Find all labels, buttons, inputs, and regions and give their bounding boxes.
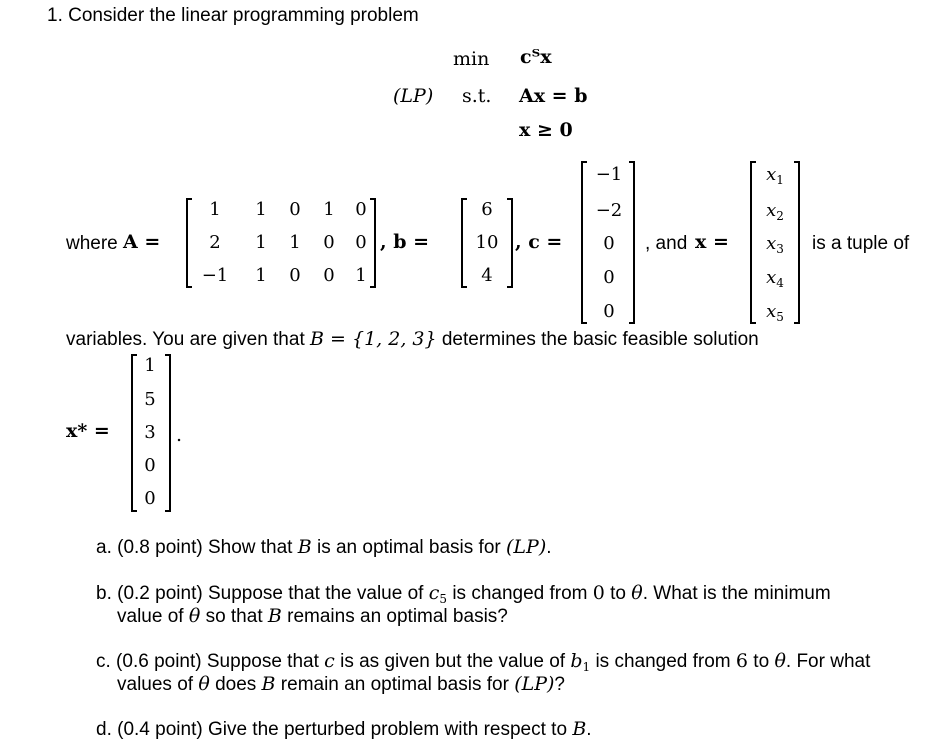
part-c-line2: values of θ does B remain an optimal basis for (LP)? — [117, 673, 565, 695]
vector-c — [581, 162, 635, 323]
A-cell: 0 — [289, 265, 301, 286]
x-label: x = — [695, 231, 729, 253]
b-label: , b = — [380, 231, 430, 253]
lp-label: (LP) — [393, 85, 434, 107]
A-cell: 1 — [255, 199, 267, 220]
where-text: where — [66, 233, 118, 254]
xstar-cell: 1 — [144, 355, 156, 376]
xstar-cell: 5 — [144, 389, 156, 410]
c-cell: −2 — [595, 200, 623, 221]
A-cell: −1 — [201, 265, 229, 286]
vector-b — [461, 199, 513, 287]
b-cell: 10 — [475, 232, 499, 253]
part-b-line2: value of θ so that B remains an optimal basis? — [117, 605, 508, 627]
xstar-cell: 0 — [144, 455, 156, 476]
variables-line: variables. You are given that B = {1, 2, 3} determines the basic feasible solution — [66, 328, 759, 350]
A-cell: 0 — [323, 265, 335, 286]
lp-constraint: Ax = b — [519, 85, 588, 107]
c-cell: 0 — [603, 233, 615, 254]
part-a: a. (0.8 point) Show that B is an optimal basis for (LP). — [96, 536, 552, 558]
part-c-line1: c. (0.6 point) Suppose that c is as given but the value of $b_1$ is changed from 6 to θ. For what — [96, 650, 871, 674]
x-cell: $x_2$ — [766, 200, 784, 223]
x-cell: $x_3$ — [766, 233, 784, 256]
b-cell: 6 — [481, 199, 493, 220]
xstar-cell: 0 — [144, 488, 156, 509]
xstar-label: x* = — [66, 420, 110, 442]
x-cell: $x_5$ — [766, 301, 784, 324]
A-cell: 1 — [255, 232, 267, 253]
part-d: d. (0.4 point) Give the perturbed problem with respect to B. — [96, 718, 592, 740]
b-cell: 4 — [481, 265, 493, 286]
A-cell: 0 — [355, 232, 367, 253]
lp-nonneg: x ≥ 0 — [519, 119, 573, 141]
c-cell: 0 — [603, 267, 615, 288]
A-cell: 1 — [355, 265, 367, 286]
c-cell: 0 — [603, 301, 615, 322]
x-cell: $x_4$ — [766, 267, 784, 290]
vector-x — [750, 162, 800, 323]
A-cell: 1 — [255, 265, 267, 286]
tuple-text: is a tuple of — [812, 233, 910, 254]
problem-heading: 1. Consider the linear programming problem — [47, 5, 419, 26]
A-cell: 1 — [323, 199, 335, 220]
lp-objective: cᵀx — [520, 46, 552, 68]
A-cell: 0 — [355, 199, 367, 220]
c-label: , c = — [515, 231, 563, 253]
A-cell: 1 — [289, 232, 301, 253]
part-b-line1: b. (0.2 point) Suppose that the value of $c_5$ is changed from 0 to θ. What is the minimum — [96, 582, 831, 606]
A-cell: 0 — [289, 199, 301, 220]
A-cell: 0 — [323, 232, 335, 253]
x-cell: $x_1$ — [766, 164, 784, 187]
A-cell: 2 — [209, 232, 221, 253]
xstar-cell: 3 — [144, 422, 156, 443]
A-cell: 1 — [209, 199, 221, 220]
and-text: , and — [645, 233, 688, 254]
vector-xstar — [131, 355, 171, 511]
c-cell: −1 — [595, 164, 623, 185]
lp-min: min — [453, 48, 490, 70]
matrix-A — [186, 199, 376, 287]
A-label: A = — [123, 231, 161, 253]
xstar-period: . — [176, 424, 183, 446]
lp-st: s.t. — [462, 85, 492, 107]
